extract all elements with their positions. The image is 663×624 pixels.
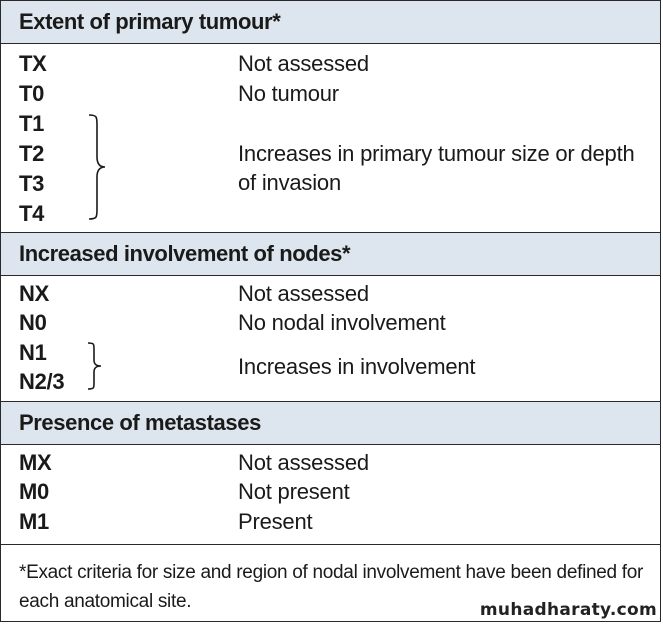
divider — [1, 544, 660, 545]
desc-n0: No nodal involvement — [238, 310, 446, 335]
code-t1: T1 — [19, 111, 45, 136]
brace-icon — [85, 341, 105, 391]
code-t2: T2 — [19, 141, 45, 166]
desc-t0: No tumour — [238, 81, 339, 106]
section-heading-metastases: Presence of metastases — [1, 402, 660, 444]
code-tx: TX — [19, 51, 47, 76]
footnote: *Exact criteria for size and region of nodal involvement have been defined for each anatomical site. — [19, 562, 644, 612]
divider — [1, 275, 660, 276]
code-t4: T4 — [19, 201, 45, 226]
desc-t-group-line2: of invasion — [238, 170, 341, 195]
desc-m0: Not present — [238, 479, 350, 504]
code-t0: T0 — [19, 81, 45, 106]
section-heading-tumour: Extent of primary tumour* — [1, 1, 660, 43]
desc-n-group: Increases in involvement — [238, 354, 476, 379]
code-n1: N1 — [19, 340, 47, 365]
code-m0: M0 — [19, 479, 49, 504]
code-m1: M1 — [19, 509, 49, 534]
watermark: muhadharaty.com — [479, 600, 657, 620]
desc-t-group-line1: Increases in primary tumour size or depth — [238, 141, 635, 166]
desc-m1: Present — [238, 509, 313, 534]
desc-tx: Not assessed — [238, 51, 369, 76]
code-n0: N0 — [19, 310, 47, 335]
code-mx: MX — [19, 450, 52, 475]
desc-nx: Not assessed — [238, 281, 369, 306]
code-nx: NX — [19, 281, 49, 306]
divider — [1, 43, 660, 44]
divider — [1, 444, 660, 445]
section-heading-nodes: Increased involvement of nodes* — [1, 233, 660, 275]
desc-mx: Not assessed — [238, 450, 369, 475]
brace-icon — [85, 113, 109, 221]
code-n2-3: N2/3 — [19, 369, 65, 394]
code-t3: T3 — [19, 171, 45, 196]
